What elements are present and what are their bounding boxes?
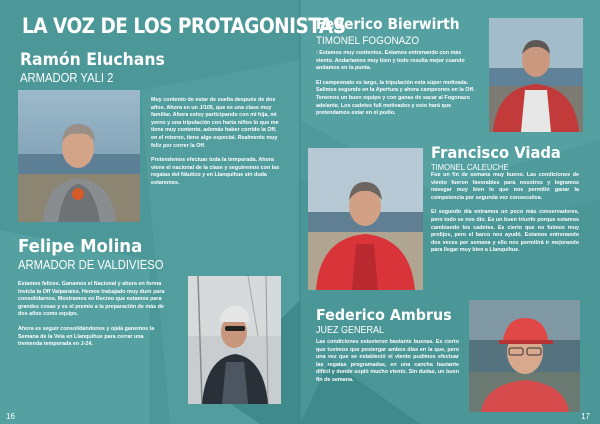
- paragraph: Pretendemos efectuar toda la temporada. Ahora viene el nacional de la clase y seguiremos con las regatas del Náutico y en Llanquihue sin duda estaremos.: [151, 157, 280, 186]
- paragraph: Fue un fin de semana muy bueno. Las condiciones de viento fueron favorables para nosotros y logramos navegar muy bien lo que nos permitió ganar la competencia por segunda vez consecutiva.: [431, 172, 579, 201]
- profile-text-ambrus: [316, 339, 459, 392]
- profile-text-eluchans: [151, 97, 283, 195]
- profile-name-molina: Felipe Molina: [18, 236, 143, 257]
- paragraph: Estamos felices. Ganamos el Nacional y ahora en forma invicta la Off Valparaíso. Hemos trabajado muy duro para consolidarnos. Mostramos en Recreo que estamos para grandes cosas y es el premio a la preparación de más de dos años como equipo.: [18, 281, 165, 318]
- page-number-right: 17: [581, 412, 590, 421]
- page-title: LA VOZ DE LOS PROTAGONISTAS: [22, 14, 346, 39]
- profile-name-ambrus: Federico Ambrus: [316, 306, 452, 324]
- photo-viada: [308, 148, 423, 290]
- paragraph: : Estamos muy contentos. Estamos entrenando con más viento. Andaríamos muy bien y todo resulta mejor cuando andamos en la punta.: [316, 50, 465, 72]
- profile-text-bierwirth: [316, 50, 478, 125]
- profile-name-eluchans: Ramón Eluchans: [20, 50, 165, 70]
- paragraph: El segundo día entramos un poco más conservadores, pero todo se nos dio. Es un buen triunfo porque estamos cambiando los cadetes. Es cierto que no fuimos muy prolijos, pero el barco nos ayudó. Estamos entrenando dos veces por semana y ello nos permitirá ir mejorando para llegar muy bien a Llanquihue.: [431, 209, 579, 254]
- profile-text-molina: [18, 281, 168, 356]
- photo-ambrus: [469, 300, 580, 412]
- profile-name-bierwirth: Federico Bierwirth: [316, 15, 460, 33]
- profile-role-eluchans: ARMADOR YALI 2: [20, 71, 114, 85]
- paragraph: Las condiciones estuvieron bastante buenas. Es cierto que tuvimos que postergar ambos días en la que, pero una vez que se estableció el viento pudimos efectuar las regatas programadas, en una cancha bastante difícil y donde sopló mucho viento. Sin dudas, un buen fin de semana.: [316, 339, 459, 383]
- photo-bierwirth: [489, 18, 583, 132]
- page-number-left: 16: [6, 412, 15, 421]
- photo-molina: [188, 276, 281, 404]
- paragraph: Ahora es seguir consolidándonos y ojalá ganemos la Semana de la Vela en Llanquihue para cerrar una tremenda temporada en J-24.: [18, 325, 155, 348]
- profile-role-molina: ARMADOR DE VALDIVIESO: [18, 258, 164, 272]
- photo-eluchans: [18, 90, 140, 222]
- profile-text-viada: [431, 172, 579, 262]
- profile-role-viada: TIMONEL CALEUCHE: [431, 162, 509, 172]
- paragraph: Muy contento de estar de vuelta después de dos años. Ahora en un J/105, que es una clase muy familiar. Ahora estoy participando con mi hija, mi yerno y una tripulación con harta niños lo que me tiene muy contento, además haber corrido la Off, en el retorno, tiene algo especial. Realmente muy feliz por correr la Off.: [151, 97, 279, 149]
- paragraph: El campeonato es largo, la tripulación esta súper motivada. Salimos segundo en la Apertura y ahora campeones en la Off. Tenemos un buen equipo y con ganas de sacar al Fogonazo adelante. Los cadetes full motivados y esto hará que pretendamos estar en el podio.: [316, 79, 475, 117]
- profile-role-bierwirth: TIMONEL FOGONAZO: [316, 35, 420, 47]
- profile-name-viada: Francisco Viada: [431, 143, 561, 162]
- profile-role-ambrus: JUEZ GENERAL: [316, 325, 385, 336]
